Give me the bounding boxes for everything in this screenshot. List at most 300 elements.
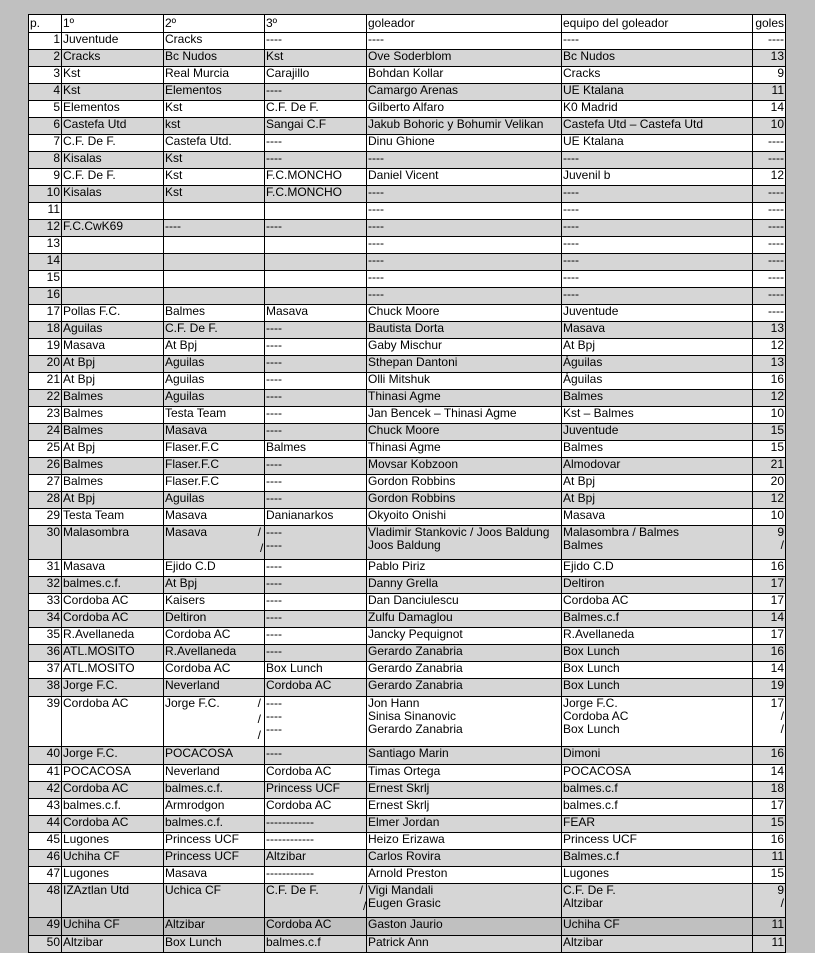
cell-text: Águilas (563, 372, 603, 386)
cell-third (265, 782, 367, 799)
cell-first (62, 390, 164, 407)
cell-first (62, 475, 164, 492)
cell-text-line: ---- (266, 722, 282, 736)
cell-second (164, 867, 265, 884)
cell-third (265, 135, 367, 152)
cell-goals (753, 782, 786, 799)
cell-text: Juventude (563, 423, 619, 437)
table-row (29, 936, 786, 953)
cell-text: balmes.c.f (266, 935, 321, 949)
cell-scorer (367, 509, 562, 526)
cell-team (562, 305, 753, 322)
cell-text: Cordoba AC (63, 781, 129, 795)
cell-text: Jan Bencek – Thinasi Agme (368, 406, 517, 420)
cell-team (562, 492, 753, 509)
cell-goals (753, 407, 786, 424)
cell-goals (753, 560, 786, 577)
cell-first (62, 918, 164, 936)
cell-text: 16 (770, 372, 784, 386)
cell-goals (753, 867, 786, 884)
cell-text: UE Ktalana (563, 134, 624, 148)
cell-second (164, 816, 265, 833)
slash-mark: / (260, 541, 264, 555)
cell-team (562, 186, 753, 203)
cell-p (29, 850, 62, 867)
cell-text: Aguilas (165, 355, 205, 369)
standings-table (28, 14, 786, 953)
cell-team (562, 254, 753, 271)
cell-text: Gerardo Zanabria (368, 644, 463, 658)
cell-text-line: Box Lunch (563, 722, 620, 736)
cell-third (265, 186, 367, 203)
cell-goals (753, 101, 786, 118)
cell-team (562, 407, 753, 424)
slash-mark: / (359, 883, 363, 897)
cell-third (265, 203, 367, 220)
cell-text: POCACOSA (165, 746, 234, 760)
cell-p (29, 697, 62, 747)
cell-text: Sangai C.F (266, 117, 327, 131)
table-row (29, 84, 786, 101)
cell-goals (753, 458, 786, 475)
cell-text: Jorge F.C. (165, 696, 220, 710)
cell-text: Jorge F.C. (63, 746, 118, 760)
cell-third (265, 118, 367, 135)
cell-text: 14 (770, 764, 784, 778)
cell-first (62, 237, 164, 254)
cell-text: 4 (53, 83, 60, 97)
cell-p (29, 645, 62, 662)
cell-third (265, 765, 367, 782)
cell-text-line: ---- (266, 709, 282, 723)
cell-third (265, 152, 367, 169)
cell-text: ---- (368, 253, 384, 267)
cell-team (562, 747, 753, 765)
cell-first (62, 254, 164, 271)
cell-text: Cordoba AC (266, 764, 332, 778)
cell-p (29, 799, 62, 816)
cell-p (29, 118, 62, 135)
cell-third (265, 697, 367, 747)
cell-team (562, 662, 753, 679)
cell-text: Armrodgon (165, 798, 225, 812)
table-row (29, 747, 786, 765)
cell-scorer (367, 918, 562, 936)
cell-scorer (367, 867, 562, 884)
cell-text: Ernest Skrlj (368, 798, 430, 812)
cell-goals (753, 441, 786, 458)
cell-text: At Bpj (165, 576, 198, 590)
cell-text: C.F. De F. (63, 134, 116, 148)
cell-scorer (367, 203, 562, 220)
cell-text: Gerardo Zanabria (368, 678, 463, 692)
cell-text: ---- (266, 151, 282, 165)
cell-text: Balmes (63, 423, 104, 437)
cell-team (562, 816, 753, 833)
cell-text: Camargo Arenas (368, 83, 459, 97)
cell-first (62, 816, 164, 833)
cell-third (265, 475, 367, 492)
cell-text: Lugones (63, 866, 110, 880)
cell-text: Box Lunch (563, 661, 620, 675)
cell-text: ---- (266, 474, 282, 488)
table-row (29, 322, 786, 339)
cell-goals (753, 475, 786, 492)
cell-text: 11 (771, 935, 784, 949)
cell-text-line: / (780, 722, 784, 736)
cell-text: 21 (46, 372, 60, 386)
cell-first (62, 833, 164, 850)
cell-text: Malasombra (63, 525, 130, 539)
cell-text: 6 (53, 117, 60, 131)
cell-text: Elementos (165, 83, 222, 97)
cell-first (62, 33, 164, 50)
cell-text: 23 (46, 406, 60, 420)
slash-mark: / (257, 712, 261, 726)
cell-text: Castefa Utd – Castefa Utd (563, 117, 704, 131)
cell-text: Masava (165, 866, 208, 880)
cell-text: ---- (266, 389, 282, 403)
cell-goals (753, 833, 786, 850)
cell-text: 41 (46, 764, 60, 778)
cell-scorer (367, 101, 562, 118)
cell-text: Malasombra / Balmes (563, 525, 680, 539)
cell-text: ------------ (266, 832, 314, 846)
cell-text: 12 (770, 389, 784, 403)
cell-text: 16 (46, 287, 60, 301)
cell-goals (753, 186, 786, 203)
cell-second (164, 254, 265, 271)
table-row (29, 697, 786, 747)
table-row (29, 118, 786, 135)
cell-text: ---- (368, 287, 384, 301)
cell-text: 45 (46, 832, 60, 846)
cell-text: 42 (46, 781, 60, 795)
table-row (29, 850, 786, 867)
cell-text: Pablo Piriz (368, 559, 426, 573)
cell-goals (753, 662, 786, 679)
cell-team (562, 84, 753, 101)
cell-text: ------------ (266, 815, 314, 829)
cell-text: ------------ (266, 866, 314, 880)
cell-second (164, 33, 265, 50)
cell-text: Neverland (165, 764, 220, 778)
cell-text-line: Cordoba AC (563, 709, 629, 723)
cell-text: R.Avellaneda (63, 627, 135, 641)
cell-team (562, 782, 753, 799)
table-row (29, 475, 786, 492)
cell-goals (753, 747, 786, 765)
cell-third (265, 833, 367, 850)
cell-p (29, 169, 62, 186)
cell-p (29, 594, 62, 611)
cell-third (265, 390, 367, 407)
cell-goals (753, 918, 786, 936)
cell-text: Balmes (63, 457, 104, 471)
cell-text: Kst (63, 83, 81, 97)
cell-p (29, 356, 62, 373)
cell-p (29, 662, 62, 679)
table-row (29, 169, 786, 186)
cell-scorer (367, 526, 562, 560)
cell-text: Cordoba AC (165, 627, 231, 641)
cell-third (265, 850, 367, 867)
table-row (29, 816, 786, 833)
cell-text: ---- (266, 746, 282, 760)
cell-text: C.F. De F. (563, 883, 616, 897)
cell-text: Balmes (165, 304, 206, 318)
cell-team (562, 867, 753, 884)
cell-second (164, 169, 265, 186)
cell-text: F.C.MONCHO (266, 168, 342, 182)
cell-text: At Bpj (563, 338, 596, 352)
cell-third (265, 628, 367, 645)
cell-second (164, 424, 265, 441)
cell-text: Lugones (63, 832, 110, 846)
cell-third (265, 169, 367, 186)
cell-text: 10 (770, 117, 784, 131)
cell-first (62, 509, 164, 526)
cell-p (29, 288, 62, 305)
cell-text: ---- (266, 491, 282, 505)
cell-text: At Bpj (63, 491, 96, 505)
cell-text: 26 (46, 457, 60, 471)
cell-text: ---- (266, 219, 282, 233)
cell-goals (753, 169, 786, 186)
cell-text: ---- (165, 219, 181, 233)
cell-scorer (367, 662, 562, 679)
slash-mark: / (257, 525, 261, 539)
cell-p (29, 67, 62, 84)
cell-second (164, 509, 265, 526)
cell-p (29, 152, 62, 169)
cell-scorer (367, 254, 562, 271)
header-first: 1º (62, 15, 164, 33)
cell-text: 5 (53, 100, 60, 114)
table-row (29, 526, 786, 560)
cell-text: Cordoba AC (563, 593, 629, 607)
cell-text: 22 (46, 389, 60, 403)
cell-text: Altzibar (266, 849, 307, 863)
cell-first (62, 305, 164, 322)
cell-scorer (367, 390, 562, 407)
cell-text: Neverland (165, 678, 220, 692)
cell-text: Thinasi Agme (368, 389, 441, 403)
cell-text: Timas Ortega (368, 764, 441, 778)
cell-p (29, 816, 62, 833)
cell-third (265, 936, 367, 953)
cell-goals (753, 799, 786, 816)
cell-team (562, 577, 753, 594)
cell-team (562, 220, 753, 237)
cell-p (29, 509, 62, 526)
cell-text: Santiago Marin (368, 746, 449, 760)
table-row (29, 339, 786, 356)
cell-scorer (367, 118, 562, 135)
cell-second (164, 118, 265, 135)
cell-scorer (367, 594, 562, 611)
cell-text: C.F. De F. (266, 883, 319, 897)
table-row (29, 679, 786, 697)
cell-team (562, 373, 753, 390)
cell-scorer (367, 67, 562, 84)
cell-text: ---- (768, 134, 784, 148)
table-row (29, 135, 786, 152)
cell-text: Cracks (63, 49, 101, 63)
cell-p (29, 424, 62, 441)
cell-text: 9 (53, 168, 60, 182)
cell-text: 39 (46, 696, 60, 710)
cell-text: ---- (563, 151, 579, 165)
cell-text: 44 (46, 815, 60, 829)
cell-team (562, 765, 753, 782)
cell-third (265, 867, 367, 884)
cell-goals (753, 424, 786, 441)
cell-text: ---- (768, 151, 784, 165)
cell-text: Kaisers (165, 593, 206, 607)
cell-text: At Bpj (63, 440, 96, 454)
cell-text: 14 (46, 253, 60, 267)
cell-text: 46 (46, 849, 60, 863)
cell-third (265, 50, 367, 67)
cell-text: 21 (770, 457, 784, 471)
cell-text: 13 (46, 236, 60, 250)
cell-goals (753, 816, 786, 833)
cell-first (62, 560, 164, 577)
cell-text: 17 (770, 593, 784, 607)
cell-text: 13 (770, 355, 784, 369)
cell-text: 12 (46, 219, 60, 233)
cell-text: Box Lunch (165, 935, 222, 949)
cell-text: 1 (53, 32, 60, 46)
cell-text: 15 (770, 866, 784, 880)
cell-first (62, 492, 164, 509)
cell-text: Gordon Robbins (368, 491, 456, 505)
cell-team (562, 611, 753, 628)
cell-text: 17 (46, 304, 60, 318)
cell-text-line: Altzibar (563, 896, 604, 910)
cell-scorer (367, 135, 562, 152)
cell-goals (753, 339, 786, 356)
cell-text: Gaby Mischur (368, 338, 443, 352)
cell-text: Almodovar (563, 457, 621, 471)
cell-second (164, 765, 265, 782)
cell-text: Masava (63, 559, 106, 573)
table-row (29, 645, 786, 662)
cell-text: balmes.c.f. (63, 798, 122, 812)
cell-team (562, 271, 753, 288)
header-goals: goles (753, 15, 786, 33)
cell-text: ---- (266, 644, 282, 658)
cell-second (164, 101, 265, 118)
cell-text: 14 (770, 661, 784, 675)
cell-third (265, 662, 367, 679)
cell-text: 37 (46, 661, 60, 675)
cell-text: 3 (53, 66, 60, 80)
cell-text-line: / (780, 896, 784, 910)
cell-text: Princess UCF (266, 781, 341, 795)
cell-scorer (367, 799, 562, 816)
cell-text: Uchiha CF (563, 917, 620, 931)
table-row (29, 271, 786, 288)
cell-text: 12 (770, 491, 784, 505)
cell-text: Princess UCF (165, 832, 240, 846)
cell-text: 9 (777, 66, 784, 80)
cell-text: 38 (46, 678, 60, 692)
cell-text: 14 (770, 610, 784, 624)
cell-text: ---- (266, 338, 282, 352)
cell-text-line: Joos Baldung (368, 538, 441, 552)
cell-goals (753, 67, 786, 84)
cell-p (29, 373, 62, 390)
spreadsheet (28, 14, 785, 949)
cell-third (265, 594, 367, 611)
cell-third (265, 407, 367, 424)
cell-text: 7 (53, 134, 60, 148)
cell-text: At Bpj (63, 355, 96, 369)
cell-text: Kst (165, 168, 183, 182)
cell-scorer (367, 84, 562, 101)
cell-text: 15 (770, 440, 784, 454)
cell-second (164, 475, 265, 492)
cell-first (62, 152, 164, 169)
cell-second (164, 237, 265, 254)
cell-text: ---- (368, 236, 384, 250)
cell-goals (753, 50, 786, 67)
cell-text: F.C.CwK69 (63, 219, 124, 233)
cell-text: Cordoba AC (63, 696, 129, 710)
cell-text: Aguilas (165, 491, 205, 505)
cell-p (29, 867, 62, 884)
cell-text: 32 (46, 576, 60, 590)
cell-p (29, 254, 62, 271)
cell-text: Jancky Pequignot (368, 627, 463, 641)
cell-team (562, 850, 753, 867)
cell-text: Dinu Ghione (368, 134, 435, 148)
cell-second (164, 288, 265, 305)
cell-second (164, 407, 265, 424)
cell-text: ---- (368, 32, 384, 46)
table-row (29, 33, 786, 50)
cell-p (29, 577, 62, 594)
cell-team (562, 50, 753, 67)
cell-text: Danny Grella (368, 576, 439, 590)
cell-text: 15 (46, 270, 60, 284)
cell-team (562, 339, 753, 356)
cell-text: ---- (368, 202, 384, 216)
cell-text: Ejido C.D (563, 559, 614, 573)
cell-goals (753, 305, 786, 322)
cell-text: 16 (770, 832, 784, 846)
cell-first (62, 458, 164, 475)
cell-text: ---- (266, 134, 282, 148)
cell-team (562, 526, 753, 560)
cell-text: ---- (768, 219, 784, 233)
table-row (29, 220, 786, 237)
cell-second (164, 747, 265, 765)
cell-text: 18 (770, 781, 784, 795)
cell-text: 11 (47, 202, 60, 216)
cell-scorer (367, 339, 562, 356)
cell-second (164, 594, 265, 611)
cell-text: 13 (770, 321, 784, 335)
cell-text: ---- (563, 270, 579, 284)
cell-text: F.C.MONCHO (266, 185, 342, 199)
table-row (29, 356, 786, 373)
cell-text: Testa Team (165, 406, 227, 420)
cell-text: ---- (266, 593, 282, 607)
cell-third (265, 101, 367, 118)
